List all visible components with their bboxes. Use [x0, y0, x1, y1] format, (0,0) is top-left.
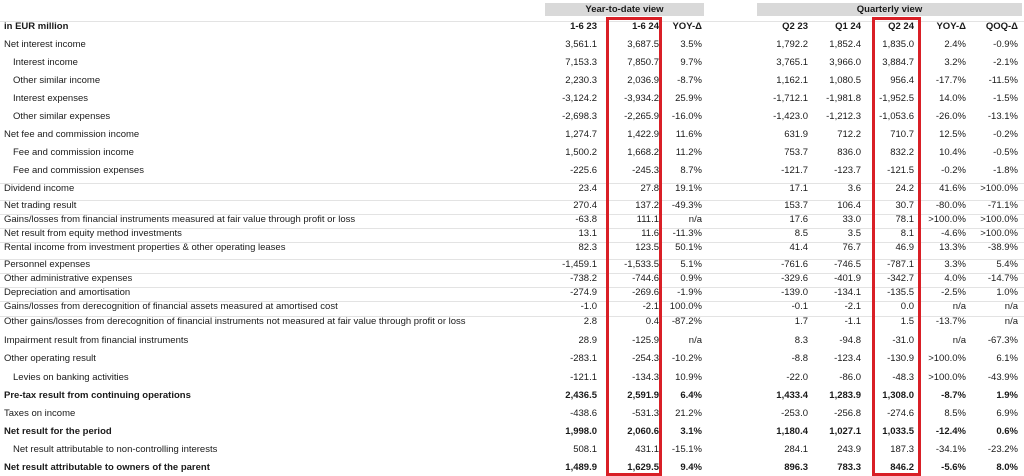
- cell-ytd-yoy: 5.1%: [680, 259, 702, 270]
- cell-q2-23: 153.7: [784, 200, 808, 211]
- row-label: Taxes on income: [4, 408, 76, 419]
- row-label: Dividend income: [4, 183, 75, 194]
- row-label: Net result from equity method investments: [4, 228, 182, 239]
- cell-qoq: -67.3%: [987, 335, 1018, 346]
- cell-q2-24: 46.9: [895, 242, 914, 253]
- cell-h1-24: -531.3: [632, 408, 659, 419]
- cell-h1-23: 2,230.3: [565, 75, 597, 86]
- cell-q-yoy: 4.0%: [944, 273, 966, 284]
- cell-h1-24: -2,265.9: [624, 111, 659, 122]
- cell-qoq: 1.9%: [996, 390, 1018, 401]
- cell-h1-23: 1,500.2: [565, 147, 597, 158]
- cell-q2-24: -121.5: [887, 165, 914, 176]
- cell-q2-23: 41.4: [789, 242, 808, 253]
- cell-h1-23: 1,274.7: [565, 129, 597, 140]
- cell-h1-23: 508.1: [573, 444, 597, 455]
- cell-q2-23: 1,180.4: [776, 426, 808, 437]
- cell-q2-24: -1,952.5: [879, 93, 914, 104]
- cell-q2-23: -253.0: [781, 408, 808, 419]
- quarterly-view-header: Quarterly view: [757, 3, 1022, 16]
- cell-q1-24: 3.6: [847, 183, 861, 194]
- cell-q2-24: -130.9: [887, 353, 914, 364]
- row-label: Gains/losses from derecognition of financial assets measured at amortised cost: [4, 301, 338, 312]
- table-row: [0, 242, 1024, 253]
- cell-q2-24: 832.2: [890, 147, 914, 158]
- row-label: Gains/losses from financial instruments measured at fair value through profit or loss: [4, 214, 356, 225]
- cell-q1-24: 243.9: [837, 444, 861, 455]
- col-ytd-yoy: YOY-Δ: [672, 21, 702, 32]
- cell-q2-23: 753.7: [784, 147, 808, 158]
- cell-h1-23: 270.4: [573, 200, 597, 211]
- cell-q2-24: 1,835.0: [882, 39, 914, 50]
- cell-qoq: 6.1%: [996, 353, 1018, 364]
- cell-ytd-yoy: -15.1%: [671, 444, 702, 455]
- cell-q2-24: 1,308.0: [882, 390, 914, 401]
- cell-q1-24: 3,966.0: [829, 57, 861, 68]
- cell-qoq: 6.9%: [996, 408, 1018, 419]
- row-label: Depreciation and amortisation: [4, 287, 131, 298]
- cell-h1-24: -2.1: [642, 301, 659, 312]
- cell-ytd-yoy: 25.9%: [675, 93, 702, 104]
- cell-h1-23: -738.2: [570, 273, 597, 284]
- row-label: Other gains/losses from derecognition of financial instruments not measured at fair value through profit or loss: [4, 316, 466, 327]
- cell-ytd-yoy: -16.0%: [671, 111, 702, 122]
- cell-q1-24: 1,027.1: [829, 426, 861, 437]
- cell-qoq: -0.5%: [993, 147, 1018, 158]
- cell-h1-24: -269.6: [632, 287, 659, 298]
- cell-ytd-yoy: 8.7%: [680, 165, 702, 176]
- cell-q2-23: 1,792.2: [776, 39, 808, 50]
- cell-h1-24: 137.2: [635, 200, 659, 211]
- cell-ytd-yoy: 10.9%: [675, 372, 702, 383]
- cell-h1-23: -121.1: [570, 372, 597, 383]
- row-label: Net result for the period: [4, 426, 112, 437]
- cell-q-yoy: 14.0%: [939, 93, 966, 104]
- cell-q2-23: -761.6: [781, 259, 808, 270]
- cell-q2-23: -139.0: [781, 287, 808, 298]
- cell-q2-24: 24.2: [895, 183, 914, 194]
- cell-qoq: -1.8%: [993, 165, 1018, 176]
- cell-qoq: -11.5%: [988, 75, 1018, 86]
- units-label: in EUR million: [4, 21, 69, 32]
- cell-qoq: -2.1%: [993, 57, 1018, 68]
- table-row: [0, 183, 1024, 194]
- row-label: Pre-tax result from continuing operations: [4, 390, 191, 401]
- cell-qoq: >100.0%: [980, 214, 1018, 225]
- cell-qoq: -0.2%: [993, 129, 1018, 140]
- cell-h1-24: -1,533.5: [624, 259, 659, 270]
- cell-q2-24: 846.2: [890, 462, 914, 473]
- cell-qoq: 8.0%: [996, 462, 1018, 473]
- cell-qoq: -23.2%: [987, 444, 1018, 455]
- row-label: Net trading result: [4, 200, 77, 211]
- cell-q2-24: 956.4: [890, 75, 914, 86]
- row-label: Interest expenses: [13, 93, 88, 104]
- cell-qoq: >100.0%: [980, 183, 1018, 194]
- cell-h1-24: -3,934.2: [624, 93, 659, 104]
- cell-ytd-yoy: 6.4%: [680, 390, 702, 401]
- col-q-yoy: YOY-Δ: [936, 21, 966, 32]
- col-h1-23: 1-6 23: [570, 21, 597, 32]
- cell-ytd-yoy: 0.9%: [680, 273, 702, 284]
- cell-qoq: n/a: [1004, 316, 1018, 327]
- cell-h1-24: -254.3: [632, 353, 659, 364]
- cell-qoq: >100.0%: [980, 228, 1018, 239]
- table-row: [0, 214, 1024, 225]
- cell-q2-24: -48.3: [892, 372, 914, 383]
- row-label: Personnel expenses: [4, 259, 91, 270]
- cell-q2-23: 284.1: [784, 444, 808, 455]
- cell-h1-24: 123.5: [635, 242, 659, 253]
- cell-q2-23: -1,712.1: [773, 93, 808, 104]
- cell-q-yoy: -12.4%: [935, 426, 966, 437]
- cell-q1-24: 106.4: [837, 200, 861, 211]
- cell-q2-24: -787.1: [887, 259, 914, 270]
- row-label: Interest income: [13, 57, 78, 68]
- cell-ytd-yoy: 50.1%: [675, 242, 702, 253]
- cell-qoq: 5.4%: [996, 259, 1018, 270]
- col-q2-24: Q2 24: [888, 21, 914, 32]
- cell-q1-24: 1,283.9: [829, 390, 861, 401]
- cell-ytd-yoy: 11.6%: [675, 129, 702, 140]
- cell-h1-24: 7,850.7: [627, 57, 659, 68]
- cell-q2-23: -8.8: [791, 353, 808, 364]
- cell-q1-24: 783.3: [837, 462, 861, 473]
- cell-ytd-yoy: 19.1%: [675, 183, 702, 194]
- cell-h1-24: -134.3: [632, 372, 659, 383]
- cell-ytd-yoy: 9.4%: [680, 462, 702, 473]
- cell-q-yoy: 10.4%: [939, 147, 966, 158]
- cell-q2-23: 3,765.1: [776, 57, 808, 68]
- cell-q-yoy: 2.4%: [944, 39, 966, 50]
- cell-h1-24: 1,629.5: [627, 462, 659, 473]
- cell-h1-23: 1,998.0: [565, 426, 597, 437]
- table-row: [0, 301, 1024, 312]
- cell-q-yoy: -8.7%: [941, 390, 966, 401]
- cell-h1-23: 3,561.1: [565, 39, 597, 50]
- cell-q1-24: 836.0: [837, 147, 861, 158]
- col-q2-23: Q2 23: [782, 21, 808, 32]
- cell-q1-24: -123.7: [834, 165, 861, 176]
- cell-q-yoy: 13.3%: [939, 242, 966, 253]
- cell-q-yoy: -26.0%: [935, 111, 966, 122]
- cell-ytd-yoy: 3.1%: [680, 426, 702, 437]
- cell-q-yoy: -80.0%: [935, 200, 966, 211]
- cell-h1-24: -125.9: [632, 335, 659, 346]
- cell-q1-24: 33.0: [842, 214, 861, 225]
- cell-q2-24: 8.1: [900, 228, 914, 239]
- cell-h1-23: -3,124.2: [562, 93, 597, 104]
- cell-h1-24: 11.6: [641, 228, 659, 239]
- cell-q2-23: -121.7: [781, 165, 808, 176]
- cell-ytd-yoy: n/a: [688, 335, 702, 346]
- cell-q-yoy: -17.7%: [935, 75, 966, 86]
- cell-h1-23: 7,153.3: [565, 57, 597, 68]
- column-header-row: [0, 21, 1024, 32]
- cell-q2-24: 3,884.7: [882, 57, 914, 68]
- cell-h1-24: 1,668.2: [627, 147, 659, 158]
- cell-qoq: -71.1%: [987, 200, 1018, 211]
- cell-q1-24: -134.1: [834, 287, 861, 298]
- cell-q1-24: 712.2: [837, 129, 861, 140]
- cell-ytd-yoy: -1.9%: [677, 287, 702, 298]
- cell-q-yoy: -2.5%: [941, 287, 966, 298]
- cell-ytd-yoy: -10.2%: [671, 353, 702, 364]
- row-label: Net interest income: [4, 39, 86, 50]
- cell-q1-24: 1,080.5: [829, 75, 861, 86]
- cell-q2-24: -342.7: [887, 273, 914, 284]
- cell-q-yoy: >100.0%: [928, 372, 966, 383]
- cell-h1-24: 2,060.6: [627, 426, 659, 437]
- cell-ytd-yoy: -8.7%: [677, 75, 702, 86]
- row-label: Other similar income: [13, 75, 101, 86]
- cell-q2-24: 1,033.5: [882, 426, 914, 437]
- cell-q1-24: -746.5: [834, 259, 861, 270]
- cell-q1-24: 3.5: [847, 228, 861, 239]
- cell-h1-23: -63.8: [575, 214, 597, 225]
- cell-q-yoy: 41.6%: [939, 183, 966, 194]
- cell-qoq: 1.0%: [996, 287, 1018, 298]
- cell-q-yoy: n/a: [952, 335, 966, 346]
- cell-q2-23: -1,423.0: [773, 111, 808, 122]
- cell-q-yoy: 12.5%: [939, 129, 966, 140]
- cell-q1-24: -1.1: [844, 316, 861, 327]
- row-label: Levies on banking activities: [13, 372, 129, 383]
- cell-h1-23: 2,436.5: [565, 390, 597, 401]
- cell-h1-23: -2,698.3: [562, 111, 597, 122]
- cell-ytd-yoy: -87.2%: [671, 316, 702, 327]
- cell-q2-23: 8.3: [794, 335, 808, 346]
- cell-h1-24: -245.3: [632, 165, 659, 176]
- cell-q2-23: 1,162.1: [776, 75, 808, 86]
- cell-q2-24: 710.7: [890, 129, 914, 140]
- cell-ytd-yoy: n/a: [688, 214, 702, 225]
- cell-q-yoy: -0.2%: [941, 165, 966, 176]
- cell-q2-23: 896.3: [784, 462, 808, 473]
- cell-h1-23: -283.1: [570, 353, 597, 364]
- cell-h1-23: -1.0: [580, 301, 597, 312]
- cell-h1-24: 2,036.9: [627, 75, 659, 86]
- cell-q2-24: 78.1: [895, 214, 914, 225]
- cell-q2-24: -31.0: [892, 335, 914, 346]
- cell-h1-23: 28.9: [578, 335, 597, 346]
- cell-h1-23: 2.8: [583, 316, 597, 327]
- cell-ytd-yoy: 9.7%: [680, 57, 702, 68]
- cell-q2-24: -1,053.6: [879, 111, 914, 122]
- cell-qoq: -13.1%: [987, 111, 1018, 122]
- row-label: Net result attributable to non-controlling interests: [13, 444, 218, 455]
- cell-q2-23: -329.6: [781, 273, 808, 284]
- cell-h1-23: -225.6: [570, 165, 597, 176]
- row-label: Fee and commission income: [13, 147, 134, 158]
- row-label: Rental income from investment properties & other operating leases: [4, 242, 286, 253]
- cell-q2-24: 187.3: [890, 444, 914, 455]
- cell-ytd-yoy: 100.0%: [669, 301, 702, 312]
- cell-q2-23: 17.1: [789, 183, 808, 194]
- col-q1-24: Q1 24: [835, 21, 861, 32]
- cell-q1-24: -1,212.3: [826, 111, 861, 122]
- cell-ytd-yoy: -49.3%: [671, 200, 702, 211]
- row-label: Other operating result: [4, 353, 96, 364]
- cell-q2-24: -135.5: [887, 287, 914, 298]
- cell-q1-24: 1,852.4: [829, 39, 861, 50]
- table-row: [0, 200, 1024, 211]
- cell-h1-24: 431.1: [635, 444, 659, 455]
- cell-qoq: n/a: [1004, 301, 1018, 312]
- cell-q2-24: -274.6: [887, 408, 914, 419]
- cell-q-yoy: >100.0%: [928, 214, 966, 225]
- row-label: Impairment result from financial instruments: [4, 335, 189, 346]
- cell-h1-23: -1,459.1: [562, 259, 597, 270]
- table-row: [0, 316, 1024, 327]
- cell-q-yoy: n/a: [952, 301, 966, 312]
- cell-q-yoy: -34.1%: [935, 444, 966, 455]
- cell-ytd-yoy: -11.3%: [672, 228, 702, 239]
- cell-qoq: -0.9%: [993, 39, 1018, 50]
- cell-h1-23: 1,489.9: [565, 462, 597, 473]
- row-label: Net result attributable to owners of the parent: [4, 462, 210, 473]
- cell-q2-24: 1.5: [900, 316, 914, 327]
- cell-h1-24: 2,591.9: [627, 390, 659, 401]
- cell-q1-24: -256.8: [834, 408, 861, 419]
- col-qoq: QOQ-Δ: [985, 21, 1018, 32]
- table-row: [0, 273, 1024, 284]
- row-label: Other administrative expenses: [4, 273, 133, 284]
- cell-h1-24: -744.6: [632, 273, 659, 284]
- cell-q1-24: -2.1: [844, 301, 861, 312]
- row-label: Fee and commission expenses: [13, 165, 144, 176]
- cell-h1-24: 0.4: [645, 316, 659, 327]
- cell-q2-23: 1.7: [794, 316, 808, 327]
- cell-q1-24: -123.4: [834, 353, 861, 364]
- cell-q1-24: -94.8: [839, 335, 861, 346]
- cell-q-yoy: -5.6%: [941, 462, 966, 473]
- cell-q2-23: 17.6: [789, 214, 808, 225]
- cell-h1-24: 1,422.9: [627, 129, 659, 140]
- cell-q2-23: 631.9: [784, 129, 808, 140]
- cell-h1-23: 23.4: [578, 183, 597, 194]
- cell-q2-23: 1,433.4: [776, 390, 808, 401]
- cell-q-yoy: 8.5%: [944, 408, 966, 419]
- cell-h1-24: 111.1: [636, 214, 659, 225]
- row-label: Other similar expenses: [13, 111, 111, 122]
- table-row: [0, 259, 1024, 270]
- cell-h1-23: -274.9: [570, 287, 597, 298]
- cell-h1-24: 27.8: [640, 183, 659, 194]
- cell-ytd-yoy: 3.5%: [680, 39, 702, 50]
- cell-q-yoy: 3.2%: [944, 57, 966, 68]
- col-h1-24: 1-6 24: [632, 21, 659, 32]
- cell-qoq: -38.9%: [987, 242, 1018, 253]
- cell-q2-24: 0.0: [900, 301, 914, 312]
- ytd-view-header: Year-to-date view: [545, 3, 704, 16]
- cell-q-yoy: -13.7%: [935, 316, 966, 327]
- cell-q2-23: 8.5: [794, 228, 808, 239]
- cell-ytd-yoy: 11.2%: [675, 147, 702, 158]
- cell-q1-24: -1,981.8: [826, 93, 861, 104]
- cell-qoq: 0.6%: [996, 426, 1018, 437]
- row-label: Net fee and commission income: [4, 129, 140, 140]
- table-row: [0, 228, 1024, 239]
- cell-q1-24: 76.7: [842, 242, 861, 253]
- cell-ytd-yoy: 21.2%: [675, 408, 702, 419]
- cell-h1-23: 82.3: [578, 242, 597, 253]
- cell-h1-24: 3,687.5: [627, 39, 659, 50]
- cell-h1-23: -438.6: [570, 408, 597, 419]
- cell-q-yoy: -4.6%: [941, 228, 966, 239]
- cell-q2-23: -22.0: [786, 372, 808, 383]
- cell-qoq: -1.5%: [993, 93, 1018, 104]
- cell-q-yoy: 3.3%: [944, 259, 966, 270]
- cell-q2-24: 30.7: [895, 200, 914, 211]
- cell-q1-24: -86.0: [839, 372, 861, 383]
- cell-q2-23: -0.1: [791, 301, 808, 312]
- cell-q1-24: -401.9: [834, 273, 861, 284]
- table-row: [0, 287, 1024, 298]
- cell-qoq: -14.7%: [987, 273, 1018, 284]
- cell-h1-23: 13.1: [578, 228, 597, 239]
- cell-q-yoy: >100.0%: [928, 353, 966, 364]
- cell-qoq: -43.9%: [987, 372, 1018, 383]
